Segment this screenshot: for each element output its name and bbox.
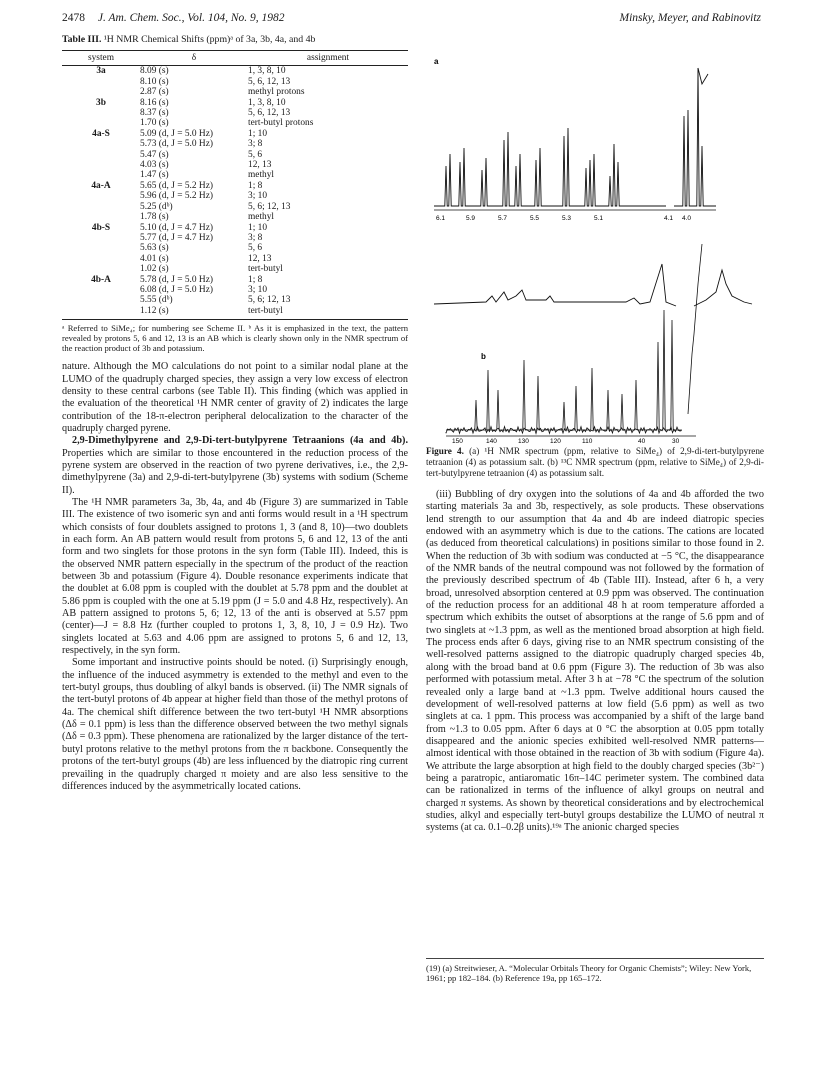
cell-shift: 5.47 (s)	[140, 149, 169, 160]
cell-system	[62, 118, 140, 128]
cell-shift: 5.77 (d, J = 4.7 Hz)	[140, 232, 213, 243]
table-row	[62, 77, 408, 87]
cell-assignment: 1; 10	[248, 128, 268, 139]
paragraph: Some important and instructive points should be noted. (i) Surprisingly enough, the influence of the induced asymmetry is extended to the methyl and even to the tert-butyl groups, thus doubling of alkyl bands is observed. (ii) The NMR signals of the tert-butyl protons of 4b appear at higher field than those of the methyl protons of 4a. The chemical shift difference between the two tert-butyl ¹H NMR absorptions (Δδ = 0.1 ppm) is less than the difference observed between the two methyl signals (Δδ = 0.3 ppm). These phenomena are rationalized by the larger distance of the tert-butyl protons relative to the methyl protons from the π backbone. Consequently the protons of the tert-butyl groups (4b) are less influenced by the diatropic ring current prevailing in the quadruply charged π moiety and are also less sensitive to the differences induced by the asymmetrically located cations.	[62, 657, 408, 792]
cell-system	[62, 191, 140, 201]
page-number: 2478	[62, 12, 85, 24]
nmr-spectra-figure	[426, 34, 764, 444]
cell-system	[62, 108, 140, 118]
cell-shift: 4.03 (s)	[140, 160, 169, 171]
references: (19) (a) Streitwieser, A. “Molecular Orbitals Theory for Organic Chemists”; Wiley: New York, 1961; pp 182–184. (b) Reference 19a, pp 165–172.	[426, 958, 764, 983]
cell-system: 4b-S	[91, 222, 111, 233]
cell-shift: 5.25 (dᵇ)	[140, 201, 173, 212]
cell-assignment: 1; 8	[248, 274, 263, 285]
cell-assignment: 5, 6; 12, 13	[248, 201, 291, 212]
table-row	[62, 243, 408, 253]
col-header-delta: δ	[140, 51, 248, 66]
table-row	[62, 264, 408, 274]
nmr-shift-table	[62, 50, 408, 320]
cell-system	[62, 254, 140, 264]
paragraph: nature. Although the MO calculations do not point to a similar nodal plane at the LUMO of the quadruply charged species, they assign a very low excess of electron density to these central carbons (see Table II). This finding (which was applied in the evaluation of the theoretical ¹H NMR center of gravity of 2) indicates the large contribution of the 18-π-electron peripheral delocalization to the character of the quadruply charged pyrene.	[62, 361, 408, 434]
cell-assignment: 5, 6, 12, 13	[248, 76, 291, 87]
table-row	[62, 233, 408, 243]
lowres-trace-2	[694, 270, 752, 306]
table-row	[62, 212, 408, 222]
figure-caption-text: (a) ¹H NMR spectrum (ppm, relative to SiMe₄) of 2,9-di-tert-butylpyrene tetraanion (4) as potassium salt. (b) ¹³C NMR spectrum (ppm, relative to SiMe₄) of 2,9-di-tert-butylpyrene tetraanion (4) as potassium salt.	[426, 446, 765, 478]
cell-system	[62, 150, 140, 160]
table-row	[62, 295, 408, 305]
cell-system	[62, 139, 140, 149]
table-row	[62, 160, 408, 170]
cell-system: 4b-A	[91, 274, 111, 285]
cell-system	[62, 243, 140, 253]
cell-assignment: tert-butyl protons	[248, 118, 314, 129]
cell-assignment: 3; 8	[248, 139, 263, 150]
cell-shift: 8.10 (s)	[140, 76, 169, 87]
cell-shift: 6.08 (d, J = 5.0 Hz)	[140, 284, 213, 295]
cell-system	[62, 170, 140, 180]
cell-system	[62, 212, 140, 222]
cell-shift: 5.09 (d, J = 5.0 Hz)	[140, 128, 213, 139]
cell-assignment: 5, 6, 12, 13	[248, 108, 291, 119]
cell-system	[62, 87, 140, 97]
cell-system	[62, 202, 140, 212]
proton-tick-label: 5.9	[466, 215, 476, 222]
table-row	[62, 118, 408, 128]
table-row	[62, 285, 408, 295]
cell-shift: 5.10 (d, J = 4.7 Hz)	[140, 222, 213, 233]
table-row	[62, 108, 408, 118]
cell-system	[62, 77, 140, 87]
cell-shift: 1.12 (s)	[140, 306, 248, 320]
table-footnote: ᵃ Referred to SiMe₄; for numbering see Scheme II. ᵇ As it is emphasized in the text, the pattern revealed by protons 5, 6 and 12, 13 is an AB which is clearly shown only in the NMR spectrum of the reaction product of 3b and potassium.	[62, 323, 408, 354]
table-row	[62, 150, 408, 160]
cell-system	[62, 264, 140, 274]
lowres-trace	[434, 264, 676, 306]
figure-label: Figure 4.	[426, 446, 464, 456]
cell-assignment: 12, 13	[248, 160, 272, 171]
carbon-axis	[446, 436, 696, 444]
cell-shift: 5.73 (d, J = 5.0 Hz)	[140, 139, 213, 150]
proton-tick-label: 6.1	[436, 215, 446, 222]
running-authors: Minsky, Meyer, and Rabinovitz	[619, 12, 761, 24]
col-header-system: system	[62, 51, 140, 66]
cell-assignment: 3; 10	[248, 191, 268, 202]
carbon-tick-label: 150	[452, 438, 463, 444]
carbon-tick-label: 30	[672, 438, 680, 444]
cell-system	[62, 160, 140, 170]
cell-assignment: 1; 8	[248, 180, 263, 191]
cell-shift: 4.01 (s)	[140, 253, 169, 264]
proton-tick-label: 5.1	[594, 215, 604, 222]
section-heading: 2,9-Dimethylpyrene and 2,9-Di-tert-butylpyrene Tetraanions (4a and 4b).	[72, 435, 408, 447]
cell-shift: 1.47 (s)	[140, 170, 169, 181]
carbon-tick-label: 40	[638, 438, 646, 444]
cell-assignment: 1; 10	[248, 222, 268, 233]
cell-assignment: methyl	[248, 170, 275, 181]
cell-system: 3a	[96, 66, 106, 77]
journal-citation: J. Am. Chem. Soc., Vol. 104, No. 9, 1982	[97, 12, 285, 24]
cell-system	[62, 306, 140, 320]
panel-a-label: a	[434, 57, 439, 66]
cell-shift: 5.96 (d, J = 5.2 Hz)	[140, 191, 213, 202]
cell-shift: 5.63 (s)	[140, 243, 169, 254]
spectrum-trace-2	[674, 68, 716, 206]
cell-shift: 1.02 (s)	[140, 264, 169, 275]
table-header-row	[62, 51, 408, 66]
cell-assignment: methyl protons	[248, 87, 305, 98]
spectrum-trace	[434, 128, 666, 206]
cell-system	[62, 295, 140, 305]
figure-4	[426, 34, 764, 444]
table-row	[62, 306, 408, 320]
carbon-tick-label: 130	[518, 438, 529, 444]
table-row	[62, 254, 408, 264]
carbon-trace	[446, 310, 682, 430]
cell-system: 4a-A	[91, 180, 111, 191]
table-caption	[62, 34, 408, 46]
right-column	[426, 34, 764, 835]
proton-tick-label: 5.5	[530, 215, 540, 222]
left-body-text	[62, 361, 408, 793]
cell-assignment: tert-butyl	[248, 306, 408, 320]
cell-assignment: 1, 3, 8, 10	[248, 97, 286, 108]
integral-mark	[698, 68, 708, 84]
table-body	[62, 66, 408, 320]
cell-system	[62, 233, 140, 243]
table-row	[62, 275, 408, 285]
table-row	[62, 139, 408, 149]
integral-b	[688, 244, 702, 414]
figure-caption	[426, 446, 764, 479]
cell-assignment: 3; 8	[248, 232, 263, 243]
proton-tick-label: 4.1	[664, 215, 674, 222]
table-label: Table III.	[62, 34, 102, 45]
cell-assignment: 3; 10	[248, 284, 268, 295]
paragraph: (iii) Bubbling of dry oxygen into the solutions of 4a and 4b afforded the two starting materials 3a and 3b, respectively, as sole products. These observations lend strength to our assumption that 4a and 4b are indeed diatropic species endowed with an asymmetry which is due to the cations. The cations are located (as deduced from theoretical calculations) in positions similar to those found in 2. When the reduction of 3b with sodium was conducted at −5 °C, the disappearance of the NMR bands of the neutral compound was not followed by the formation of the previously described spectrum of 4b (Table III). Instead, after 6 h, a very broad, unresolved absorption centered at 0.9 ppm was observed. The continuation of the reduction process for an additional 48 h at room temperature afforded a spectrum which exhibits the outset of absorptions at the range of 5.6 ppm and of two singlets at ~1.3 ppm, as well as the mentioned broad absorption at high field. The process ends after 6 days, giving rise to an NMR spectrum consisting of the well-resolved patterns assigned to the diatropic quadruply charged species 4b, along with the broad band at 0.6 ppm (Figure 3). The reduction of 3b was also performed with potassium metal. After 3 h at −78 °C the spectrum of the solution revealed only a large band at ~1.3 ppm. Twelve additional hours caused the development of well-resolved patterns at low field (5.6 ppm) as well as two singlets at ca. 1 ppm. This process was accompanied by a shift of the large band from ~1.3 to 0.05 ppm. After 6 days at 0 °C the absorption at 0.05 ppm totally disappeared and the anionic species exhibited well-resolved NMR patterns—almost identical with those obtained in the reaction of 3b with sodium (Figure 4a). We attribute the large absorption at high field to the doubly charged species (3b²⁻) being a paratropic, antiaromatic 16π–14C perimeter system. The combined data can be rationalized in terms of the influence of alkyl groups on neutral and charged π systems. As shown by theoretical considerations and by electrochemical studies, alkyl and especially tert-butyl groups destabilize the LUMO of neutral π systems (at ca. 0.1–0.2β units).¹⁹ᵃ The anionic charged species	[426, 489, 764, 834]
cell-assignment: 5, 6	[248, 243, 263, 254]
table-row	[62, 66, 408, 77]
cell-assignment: 12, 13	[248, 253, 272, 264]
table-row	[62, 202, 408, 212]
carbon-tick-label: 120	[550, 438, 561, 444]
proton-spectrum	[434, 68, 716, 206]
table-title: ¹H NMR Chemical Shifts (ppm)ᵃ of 3a, 3b, 4a, and 4b	[103, 34, 316, 45]
cell-shift: 8.16 (s)	[140, 97, 169, 108]
paragraph-text: Properties which are similar to those encountered in the reduction process of the pyrene system are observed in the reaction of two pyrene derivatives, i.e., the 2,9-dimethylpyrene (3a) and 2,9-di-tert-butylpyrene (3b) systems with sodium (Scheme II).	[62, 447, 408, 496]
cell-assignment: 5, 6; 12, 13	[248, 295, 291, 306]
carbon-spectrum	[446, 244, 702, 433]
cell-shift: 8.09 (s)	[140, 66, 169, 77]
table-row	[62, 181, 408, 191]
proton-tick-label: 4.0	[682, 215, 692, 222]
table-row	[62, 98, 408, 108]
cell-shift: 5.65 (d, J = 5.2 Hz)	[140, 180, 213, 191]
proton-tick-label: 5.3	[562, 215, 572, 222]
table-row	[62, 223, 408, 233]
cell-shift: 5.78 (d, J = 5.0 Hz)	[140, 274, 213, 285]
cell-assignment: 1, 3, 8, 10	[248, 66, 286, 77]
page-header	[62, 12, 761, 28]
carbon-tick-label: 110	[582, 438, 593, 444]
cell-shift: 1.70 (s)	[140, 118, 169, 129]
cell-system	[62, 285, 140, 295]
cell-shift: 5.55 (dᵇ)	[140, 295, 173, 306]
cell-assignment: methyl	[248, 212, 275, 223]
cell-assignment: 5, 6	[248, 149, 263, 160]
table-row	[62, 87, 408, 97]
table-row	[62, 170, 408, 180]
carbon-tick-label: 140	[486, 438, 497, 444]
cell-shift: 1.78 (s)	[140, 212, 169, 223]
proton-axis	[434, 210, 716, 222]
cell-shift: 8.37 (s)	[140, 108, 169, 119]
paragraph-section	[62, 435, 408, 497]
proton-tick-label: 5.7	[498, 215, 508, 222]
right-body-text	[426, 489, 764, 835]
proton-spectrum-lowres	[434, 264, 752, 306]
table-row	[62, 191, 408, 201]
left-column	[62, 34, 408, 793]
cell-assignment: tert-butyl	[248, 264, 283, 275]
paragraph: The ¹H NMR parameters 3a, 3b, 4a, and 4b (Figure 3) are summarized in Table III. The existence of two isomeric syn and anti forms would result in a ¹H spectrum which consists of four doublets assigned to protons 1, 3 (and 8, 10)—two doublets in each form. An AB pattern would result from protons 5, 6 and 12, 13 of the anti form and two singlets for those protons in the syn form (Table III). Indeed, this is the observed NMR pattern especially in the spectrum of the product of the reaction between 3b and potassium (Figure 4). Double resonance experiments indicate that the doublet at 6.08 ppm is coupled with the doublet at 5.78 ppm and the doublet at 5.86 ppm is coupled with the one at 5.19 ppm (J = 5.0 and 4.8 Hz, respectively). An AB pattern assigned to protons 5, 6; 12, 13 of the anti is observed at 5.57 ppm (center)—J = 8.8 Hz (further coupled to protons 1, 3, 8, 10, J = 0.9 Hz). Two singlets located at 5.63 and 4.06 ppm are assigned to protons 5, 6 and 12, 13, respectively, in the syn form.	[62, 496, 408, 657]
cell-system: 4a-S	[92, 128, 110, 139]
cell-system: 3b	[96, 97, 106, 108]
panel-b-label: b	[481, 352, 486, 361]
table-row	[62, 129, 408, 139]
col-header-assignment: assignment	[248, 51, 408, 66]
cell-shift: 2.87 (s)	[140, 87, 169, 98]
